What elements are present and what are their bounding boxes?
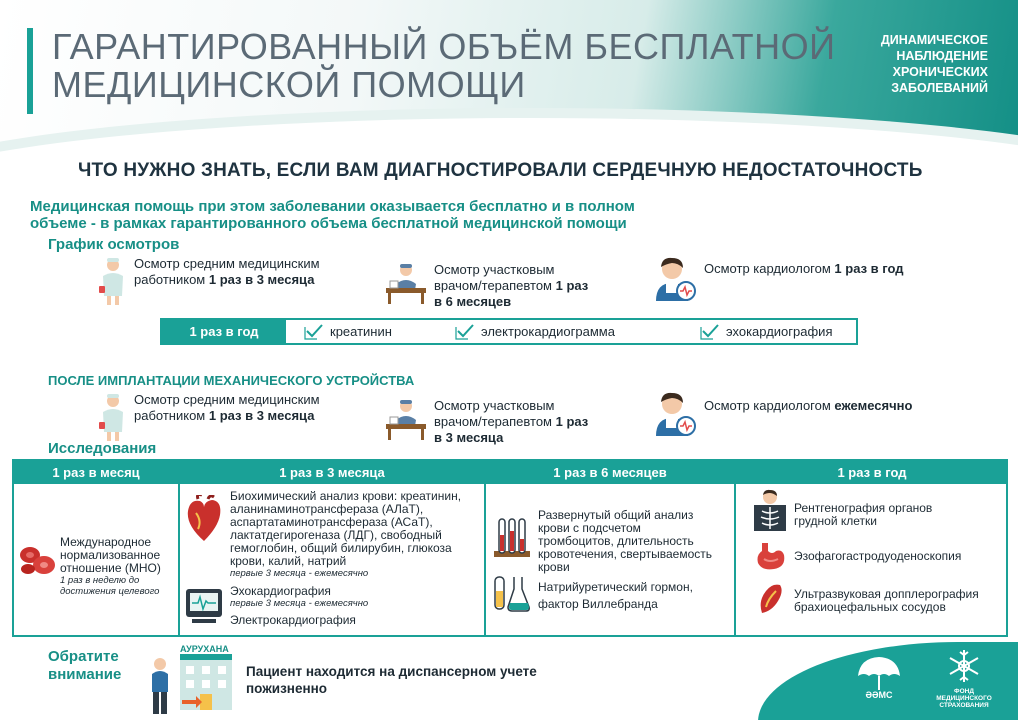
therapist-exam: Осмотр участковым врачом/терапевтом 1 раз в 6 месяцев: [384, 262, 588, 310]
snowflake-logo-icon: [946, 648, 982, 684]
hospital-sign: АУРУХАНА: [180, 644, 229, 654]
check-icon: [700, 322, 720, 340]
monitor-icon: [184, 585, 224, 625]
attention-label: Обратите внимание: [48, 648, 122, 683]
xray-icon: [752, 489, 788, 533]
umbrella-logo-icon: [856, 654, 902, 694]
logo-band: [758, 642, 1018, 720]
lab-flasks-icon: [492, 573, 532, 615]
natriuretic-cell: Натрийуретический гормон, фактор Виллебранда: [538, 580, 693, 611]
xray-cell: Рентгенография органов грудной клетки: [794, 501, 933, 528]
title-accent-bar: [27, 28, 33, 114]
check-icon: [304, 322, 324, 340]
nurse-exam: Осмотр средним медицинским работником 1 раз в 3 месяца: [98, 256, 320, 306]
logo-fund: ФОНД МЕДИЦИНСКОГО СТРАХОВАНИЯ: [936, 688, 992, 709]
yearly-label: 1 раз в год: [162, 320, 286, 343]
vessel-icon: [756, 581, 786, 617]
header-quarterly: 1 раз в 3 месяца: [279, 465, 385, 480]
yearly-item-ecg: электрокардиограмма: [455, 322, 615, 340]
blood-test-cell: Развернутый общий анализ крови с подсчетом тромбоцитов, длительность кровотечения, свертываемость крови: [538, 508, 713, 574]
heart-icon: [184, 495, 224, 543]
inr-cell: Международное нормализованное отношение (МНО) 1 раз в неделю до достижения целевого: [60, 535, 161, 597]
side-title: ДИНАМИЧЕСКОЕ НАБЛЮДЕНИЕ ХРОНИЧЕСКИХ ЗАБОЛЕВАНИЙ: [880, 33, 988, 95]
hospital-patient-icon: [146, 652, 238, 716]
header-monthly: 1 раз в месяц: [52, 465, 140, 480]
biochem-cell: Биохимический анализ крови: креатинин, аланинаминотрансфераза (АЛаТ), аспартатаминотрансфераза (АСаТ), лактатдегирогеназа (ЛДГ), свободный гемоглобин, общий билирубин, глюкоза крови, калий, натрий первые 3 месяца - ежемесячно: [230, 489, 462, 579]
column-divider: [734, 461, 736, 635]
cardiologist-icon: [652, 390, 698, 438]
therapist-icon: [384, 262, 428, 304]
column-divider: [484, 461, 486, 635]
ecg-label: Электрокардиография: [230, 613, 356, 627]
therapist-icon: [384, 398, 428, 440]
implant-therapist-exam: Осмотр участковым врачом/терапевтом 1 раз в 3 месяца: [384, 398, 588, 446]
nurse-icon: [98, 256, 128, 306]
check-icon: [455, 322, 475, 340]
header-half-year: 1 раз в 6 месяцев: [553, 465, 667, 480]
intro-text: Медицинская помощь при этом заболевании оказывается бесплатно и в полном объеме - в рамках гарантированного объема бесплатной медицинской помощи: [30, 198, 635, 232]
implant-label: ПОСЛЕ ИМПЛАНТАЦИИ МЕХАНИЧЕСКОГО УСТРОЙСТВА: [48, 373, 415, 388]
implant-cardio-exam: Осмотр кардиологом ежемесячно: [652, 390, 912, 438]
blood-cells-icon: [18, 543, 58, 577]
stomach-icon: [754, 541, 788, 573]
yearly-item-creatinine: креатинин: [304, 322, 392, 340]
uzi-cell: Ультразвуковая допплерография брахиоцефальных сосудов: [794, 587, 979, 614]
logo-osms: ӘӘМС: [865, 690, 893, 700]
header-banner: [0, 0, 1018, 160]
egds-cell: Эзофагогастродуоденоскопия: [794, 549, 962, 563]
nurse-icon: [98, 392, 128, 442]
research-label: Исследования: [48, 440, 157, 457]
research-table: [12, 459, 1008, 637]
schedule-label: График осмотров: [48, 236, 180, 253]
lifetime-note: Пациент находится на диспансерном учете пожизненно: [246, 664, 537, 696]
implant-nurse-exam: Осмотр средним медицинским работником 1 раз в 3 месяца: [98, 392, 320, 442]
test-tubes-icon: [492, 511, 532, 561]
yearly-item-echo: эхокардиография: [700, 322, 832, 340]
header-yearly: 1 раз в год: [837, 465, 907, 480]
cardio-exam: Осмотр кардиологом 1 раз в год: [652, 255, 904, 303]
column-divider: [178, 461, 180, 635]
page-title: ГАРАНТИРОВАННЫЙ ОБЪЁМ БЕСПЛАТНОЙ МЕДИЦИНСКОЙ ПОМОЩИ: [52, 26, 836, 105]
echo-cell: Эхокардиография первые 3 месяца - ежемесячно Электрокардиография: [230, 585, 484, 627]
subtitle: ЧТО НУЖНО ЗНАТЬ, ЕСЛИ ВАМ ДИАГНОСТИРОВАЛИ СЕРДЕЧНУЮ НЕДОСТАТОЧНОСТЬ: [78, 160, 923, 181]
cardiologist-icon: [652, 255, 698, 303]
